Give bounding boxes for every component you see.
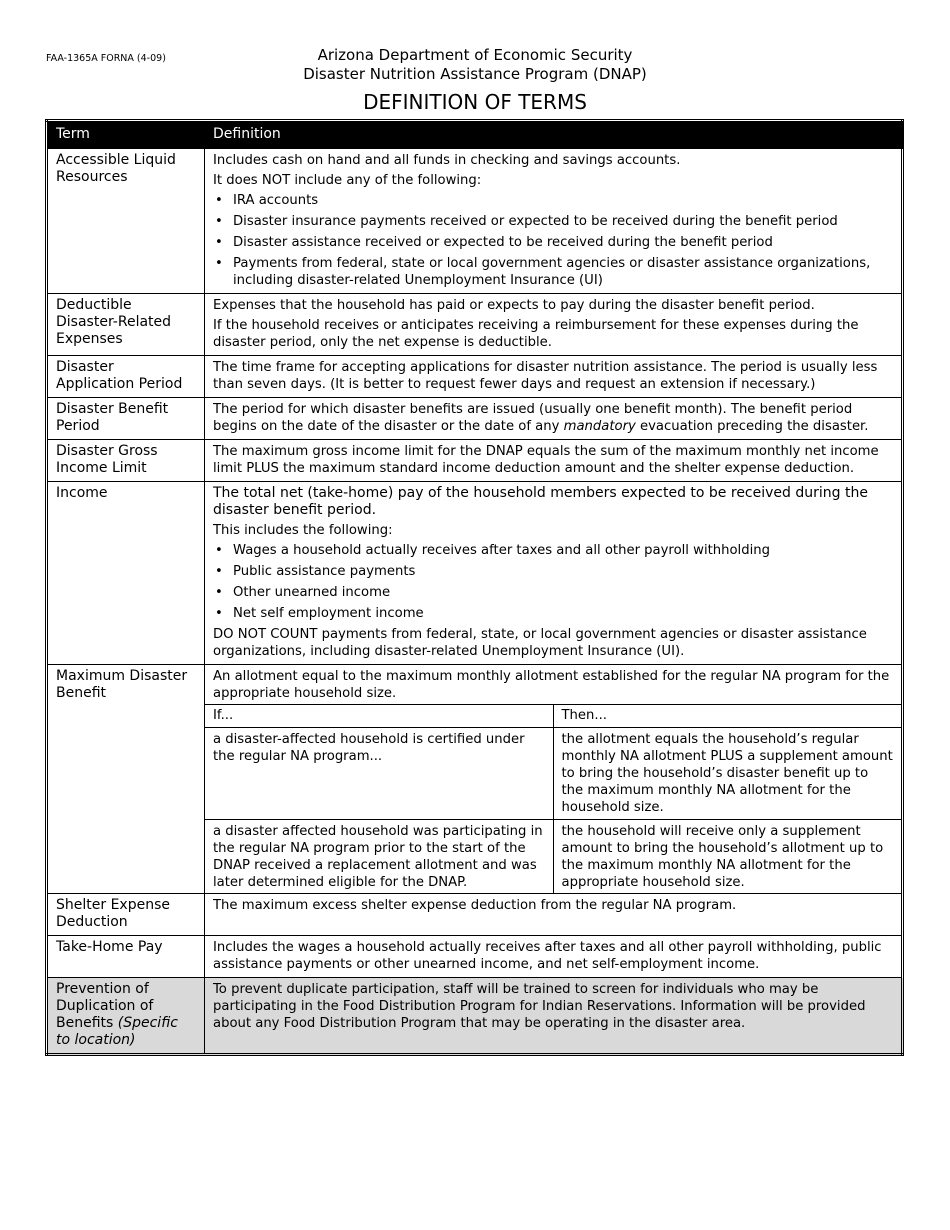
if-header: If...	[205, 705, 553, 727]
term-cell: Maximum Disaster Benefit	[47, 665, 205, 894]
definition-cell	[205, 440, 903, 482]
definition-cell	[205, 356, 903, 398]
page-title: DEFINITION OF TERMS	[363, 90, 587, 114]
definition-cell	[205, 482, 903, 665]
program-name: Disaster Nutrition Assistance Program (DNAP)	[303, 65, 647, 83]
then-cell: the allotment equals the household’s regular monthly NA allotment PLUS a supplement amount to bring the household’s disaster benefit up to the maximum monthly NA allotment for the household size.	[553, 727, 901, 819]
emphasis-text: mandatory	[563, 419, 636, 434]
definition-text: DO NOT COUNT payments from federal, state, or local government agencies or disaster assistance organizations, including disaster-related Unemployment Insurance (UI).	[213, 627, 867, 659]
term-cell: Disaster Benefit Period	[47, 398, 205, 440]
definition-text	[213, 401, 893, 435]
definition-text: The time frame for accepting applications for disaster nutrition assistance. The period is usually less than seven days. (It is better to request fewer days and request an extension if necessary.)	[213, 360, 878, 392]
table-row	[47, 978, 903, 1055]
table-header-row	[47, 121, 903, 149]
term-cell: Shelter Expense Deduction	[47, 894, 205, 936]
then-header: Then...	[553, 705, 901, 727]
term-cell: Disaster Gross Income Limit	[47, 440, 205, 482]
definition-cell	[205, 294, 903, 356]
table-row	[47, 149, 903, 294]
definition-text: Includes the wages a household actually receives after taxes and all other payroll withholding, public assistance payments or other unearned income, and net self-employment income.	[213, 940, 882, 973]
term-note: (Specific to location)	[56, 1015, 178, 1049]
if-cell: a disaster affected household was participating in the regular NA program prior to the start of the DNAP received a replacement allotment and was later determined eligible for the DNAP.	[205, 819, 553, 893]
bullet-list	[213, 192, 893, 289]
definitions-table	[45, 119, 904, 1056]
table-row	[47, 665, 903, 894]
then-cell: the household will receive only a supplement amount to bring the household’s allotment up to the maximum monthly NA allotment for the appropriate household size.	[553, 819, 901, 893]
list-item: • Net self employment income	[213, 605, 893, 622]
list-item: • Public assistance payments	[213, 563, 893, 580]
list-item: • Other unearned income	[213, 584, 893, 601]
term-cell: Take-Home Pay	[47, 936, 205, 978]
table-row	[47, 894, 903, 936]
list-item: • Disaster insurance payments received or expected to be received during the benefit period	[213, 213, 893, 230]
definition-text: An allotment equal to the maximum monthly allotment established for the regular NA program for the appropriate household size.	[213, 669, 890, 702]
definition-text: Expenses that the household has paid or expects to pay during the disaster benefit period.	[213, 298, 815, 313]
definition-cell	[205, 665, 903, 894]
definition-text: This includes the following:	[213, 523, 393, 538]
table-row	[47, 356, 903, 398]
if-cell: a disaster-affected household is certified under the regular NA program...	[205, 727, 553, 819]
list-item: • Disaster assistance received or expected to be received during the benefit period	[213, 234, 893, 251]
list-item: • IRA accounts	[213, 192, 893, 209]
bullet-list	[213, 542, 893, 622]
definition-cell	[205, 936, 903, 978]
term-text: Prevention of Duplication of Benefits	[56, 981, 154, 1032]
list-item: • Payments from federal, state or local government agencies or disaster assistance organizations, including disaster-related Unemployment Insurance (UI)	[213, 255, 893, 289]
table-row	[47, 936, 903, 978]
definition-text-part: evacuation preceding the disaster.	[635, 419, 869, 434]
list-item: • Wages a household actually receives after taxes and all other payroll withholding	[213, 542, 893, 559]
table-row	[47, 398, 903, 440]
definition-text: The total net (take-home) pay of the household members expected to be received during the disaster benefit period.	[213, 485, 868, 518]
definition-text: To prevent duplicate participation, staff will be trained to screen for individuals who may be participating in the Food Distribution Program for Indian Reservations. Information will be provided about any Food Distribution Program that may be operating in the disaster area.	[213, 982, 866, 1032]
term-column-header: Term	[47, 121, 205, 149]
table-row	[47, 440, 903, 482]
definition-cell	[205, 894, 903, 936]
definition-text: Includes cash on hand and all funds in checking and savings accounts.	[213, 153, 681, 168]
table-row	[47, 482, 903, 665]
definition-cell	[205, 398, 903, 440]
table-row	[47, 294, 903, 356]
term-cell: Accessible Liquid Resources	[47, 149, 205, 294]
agency-name: Arizona Department of Economic Security	[317, 46, 633, 64]
definition-text-part: The period for which disaster benefits are issued (usually one benefit month). The benefit period begins on the date of the disaster or the date of any	[213, 402, 853, 434]
definition-text: The maximum excess shelter expense deduction from the regular NA program.	[213, 898, 737, 914]
term-cell	[47, 978, 205, 1055]
term-cell: Disaster Application Period	[47, 356, 205, 398]
term-cell: Income	[47, 482, 205, 665]
term-cell: Deductible Disaster-Related Expenses	[47, 294, 205, 356]
form-id: FAA-1365A FORNA (4-09)	[46, 53, 166, 64]
if-then-table	[205, 665, 901, 893]
definition-text: The maximum gross income limit for the DNAP equals the sum of the maximum monthly net income limit PLUS the maximum standard income deduction amount and the shelter expense deduction.	[213, 444, 879, 476]
definition-text: It does NOT include any of the following:	[213, 173, 482, 188]
definition-cell	[205, 978, 903, 1055]
definition-text: If the household receives or anticipates receiving a reimbursement for these expenses during the disaster period, only the net expense is deductible.	[213, 318, 859, 350]
definition-column-header: Definition	[205, 121, 903, 149]
definition-cell	[205, 149, 903, 294]
